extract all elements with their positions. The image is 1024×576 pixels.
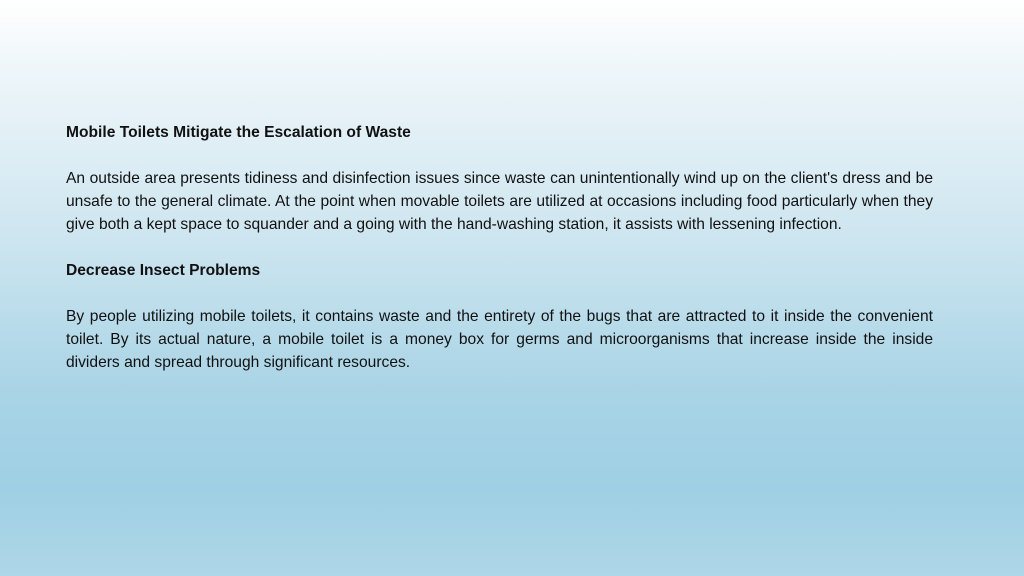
spacer [66,236,933,259]
spacer [66,144,933,167]
spacer [66,282,933,305]
section-heading-insects: Decrease Insect Problems [66,262,261,279]
section-body-waste: An outside area presents tidiness and disinfection issues since waste can unintentionally wind up on the client's dress and be unsafe to the general climate. At the point when movable toilets are utilized at occasions including food particularly when they give both a kept space to squander and a going with the hand-washing station, it assists with lessening infection. [66,170,933,233]
slide-content [66,121,933,374]
section-heading-waste: Mobile Toilets Mitigate the Escalation of Waste [66,124,411,141]
section-body-insects: By people utilizing mobile toilets, it contains waste and the entirety of the bugs that are attracted to it inside the convenient toilet. By its actual nature, a mobile toilet is a money box for germs and microorganisms that increase inside the inside dividers and spread through significant resources. [66,308,933,371]
